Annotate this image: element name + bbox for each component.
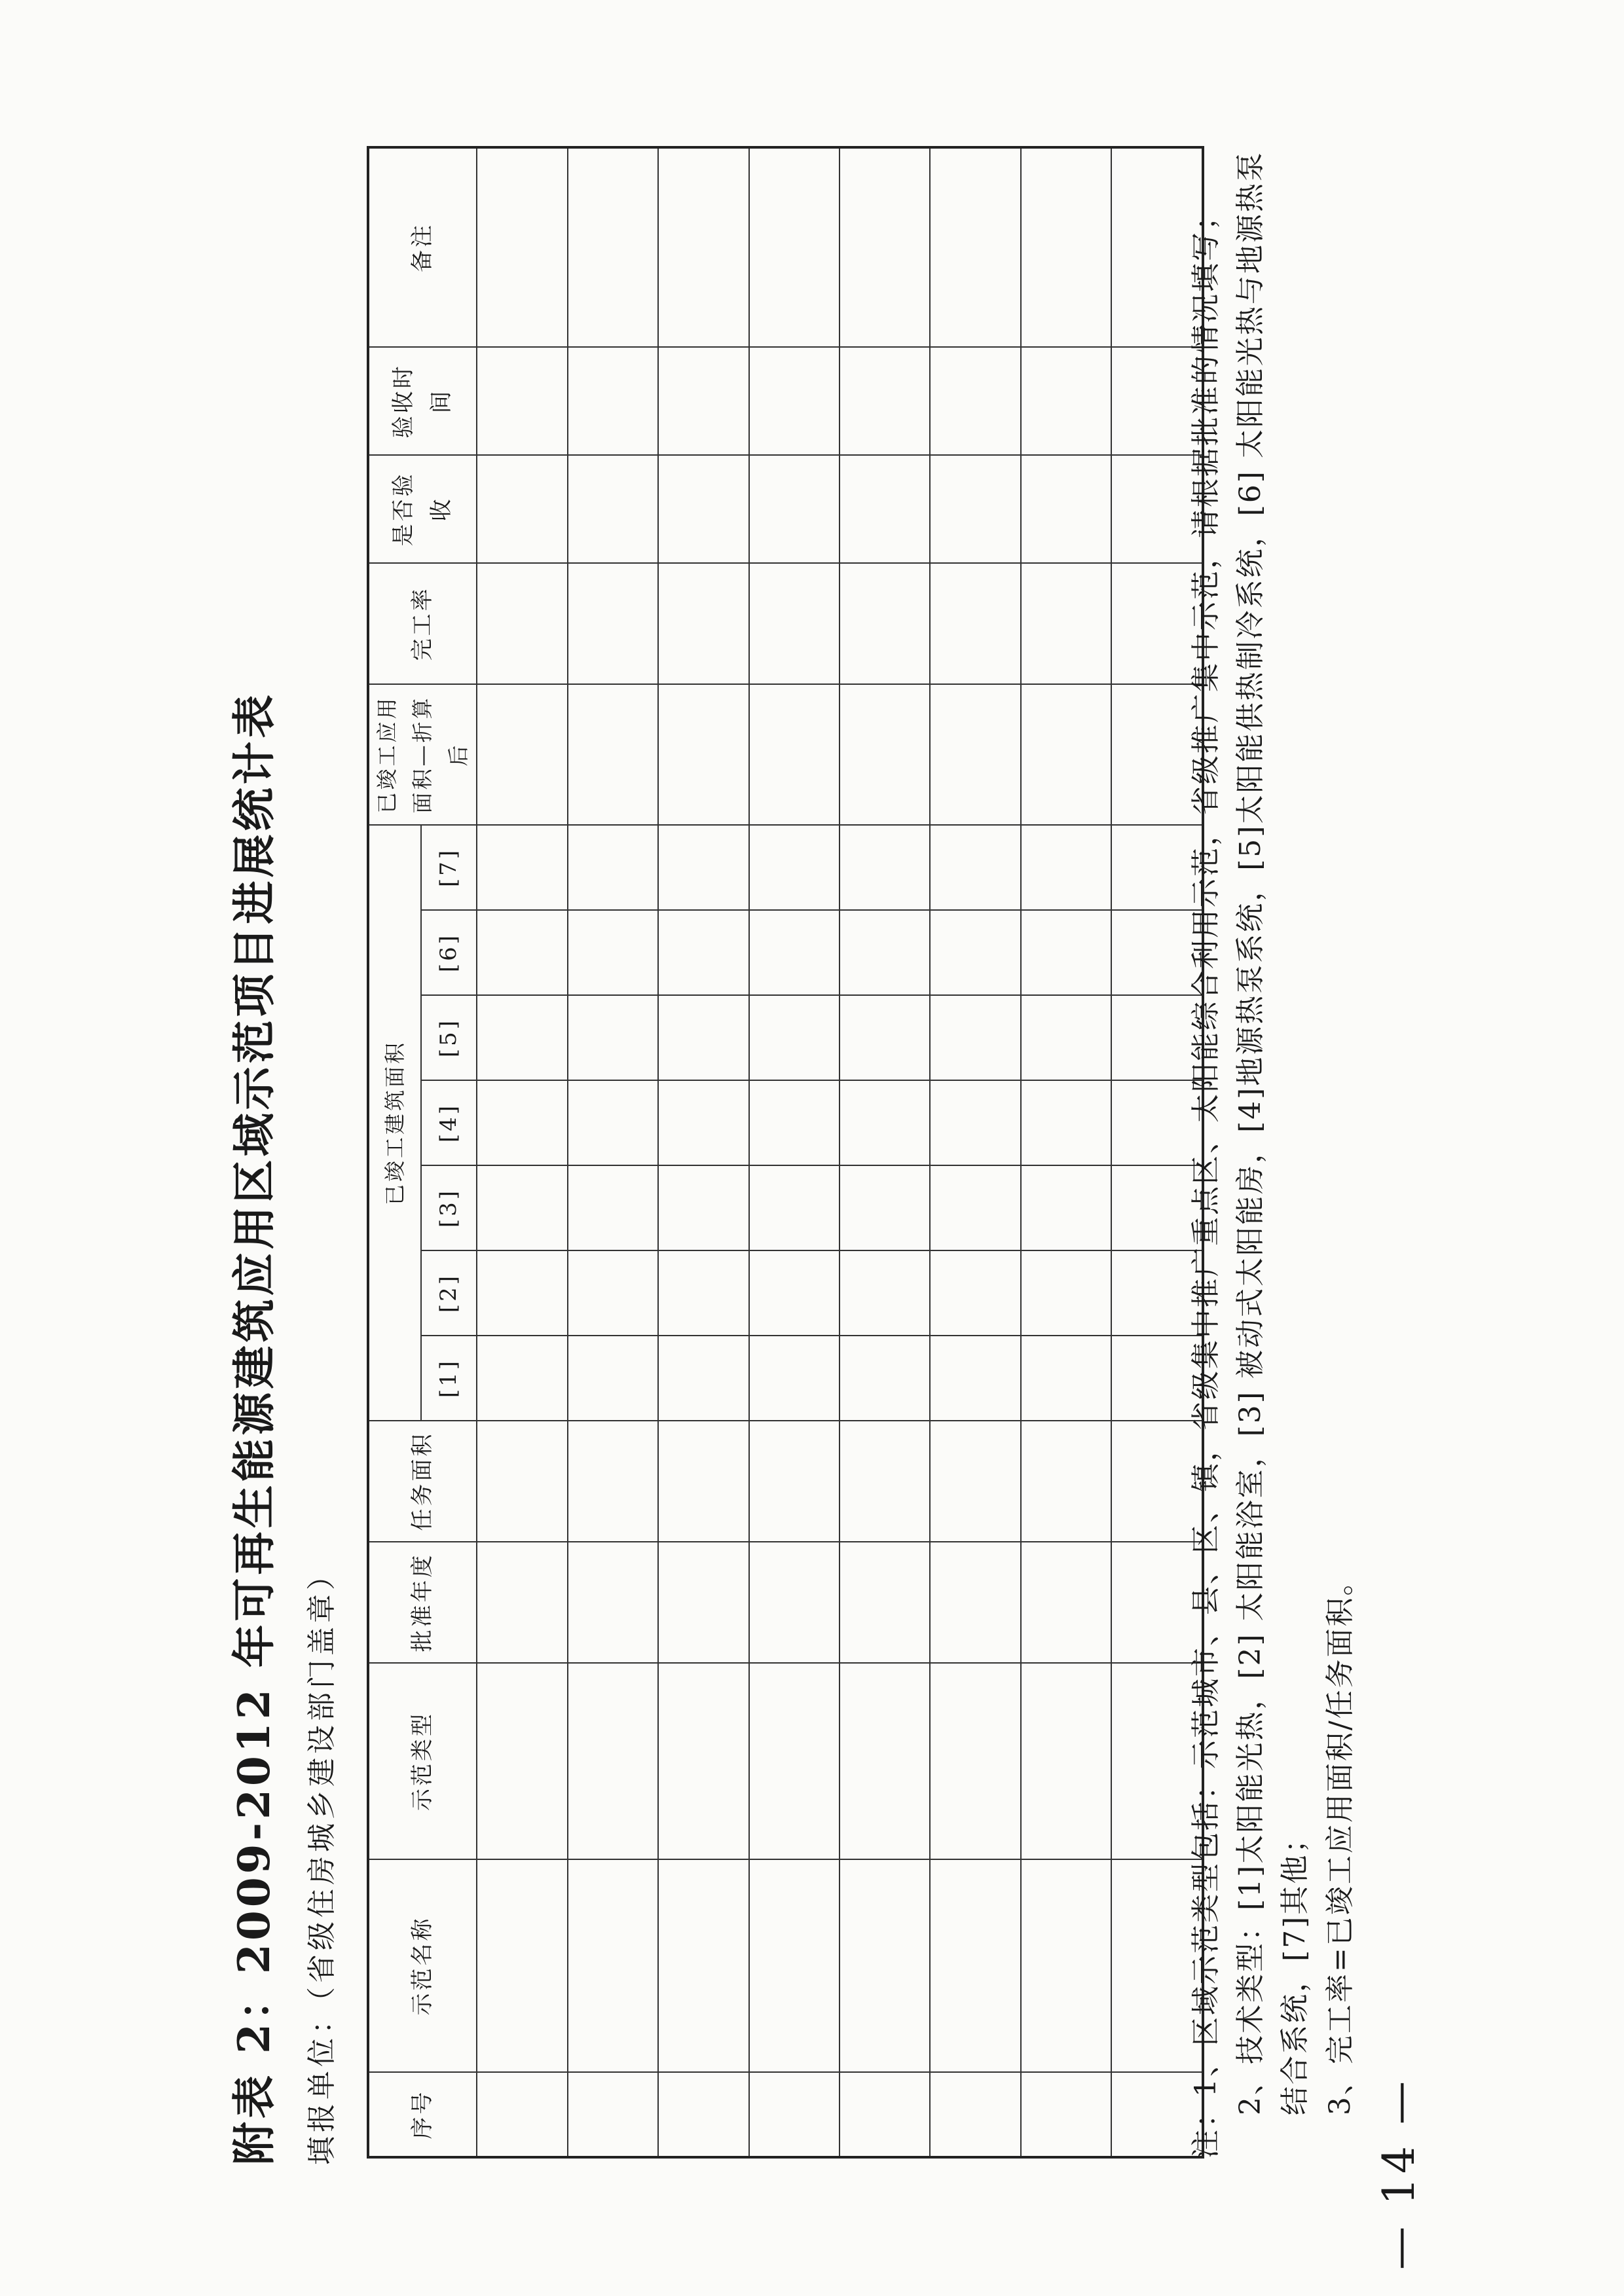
notes xyxy=(1184,142,1363,2159)
table-cell xyxy=(1021,563,1111,684)
table-cell xyxy=(840,147,930,347)
table-cell xyxy=(1021,1542,1111,1663)
table-cell xyxy=(1021,1859,1111,2072)
table-cell xyxy=(930,1250,1020,1336)
table-cell xyxy=(1021,1165,1111,1250)
table-row xyxy=(840,147,930,2157)
table-cell xyxy=(568,1663,658,1859)
table-cell xyxy=(840,1421,930,1542)
table-cell xyxy=(930,910,1020,995)
table-cell xyxy=(477,910,567,995)
table-cell xyxy=(749,684,840,825)
table-cell xyxy=(749,995,840,1080)
table-cell xyxy=(658,1421,748,1542)
table-cell xyxy=(658,910,748,995)
table-cell xyxy=(930,1336,1020,1421)
table-cell xyxy=(749,825,840,910)
table-cell xyxy=(477,1336,567,1421)
table-cell xyxy=(477,1080,567,1165)
header-tech-5: [5] xyxy=(421,995,477,1080)
table-cell xyxy=(749,910,840,995)
table-cell xyxy=(1021,347,1111,455)
table-cell xyxy=(930,147,1020,347)
table-row xyxy=(1021,147,1111,2157)
table-row xyxy=(477,147,567,2157)
table-cell xyxy=(568,347,658,455)
table-cell xyxy=(749,1421,840,1542)
table-cell xyxy=(477,995,567,1080)
table-cell xyxy=(840,825,930,910)
table-cell xyxy=(749,1663,840,1859)
table-cell xyxy=(840,2072,930,2157)
header-converted-area: 已竣工应用面积—折算后 xyxy=(368,684,477,825)
header-acceptance-time: 验收时间 xyxy=(368,347,477,455)
table-row xyxy=(658,147,748,2157)
fill-unit-label: 填报单位：（省级住房城乡建设部门盖章） xyxy=(305,1558,339,2165)
note-2: 2、技术类型：[1]太阳能光热，[2] 太阳能浴室，[3] 被动式太阳能房，[4]地源热泵系统，[5]太阳能供热制冷系统，[6] 太阳能光热与地源热泵结合系统，[7]其他； xyxy=(1234,151,1312,2115)
header-tech-3: [3] xyxy=(421,1165,477,1250)
table-cell xyxy=(840,1859,930,2072)
table-cell xyxy=(840,347,930,455)
table-cell xyxy=(749,347,840,455)
table-cell xyxy=(477,684,567,825)
table-cell xyxy=(1021,1663,1111,1859)
table-cell xyxy=(749,1080,840,1165)
table-cell xyxy=(749,2072,840,2157)
table-cell xyxy=(658,455,748,563)
table-cell xyxy=(749,1336,840,1421)
table-cell xyxy=(477,347,567,455)
table-cell xyxy=(1021,1421,1111,1542)
table-cell xyxy=(658,1663,748,1859)
table-cell xyxy=(568,2072,658,2157)
page-title: 附表 2：2009-2012 年可再生能源建筑应用区域示范项目进展统计表 xyxy=(229,691,280,2165)
table-cell xyxy=(930,684,1020,825)
table-cell xyxy=(1021,455,1111,563)
header-year: 批准年度 xyxy=(368,1542,477,1663)
table-cell xyxy=(477,1859,567,2072)
table-cell xyxy=(840,684,930,825)
page-number: — 14 — xyxy=(1374,2077,1424,2270)
header-type: 示范类型 xyxy=(368,1663,477,1859)
table-cell xyxy=(658,825,748,910)
table-cell xyxy=(568,563,658,684)
table-cell xyxy=(1021,910,1111,995)
table-cell xyxy=(840,1542,930,1663)
table-cell xyxy=(568,1859,658,2072)
table-cell xyxy=(477,825,567,910)
table-cell xyxy=(930,995,1020,1080)
table-cell xyxy=(658,1165,748,1250)
table-cell xyxy=(658,995,748,1080)
table-cell xyxy=(568,147,658,347)
table-cell xyxy=(749,147,840,347)
table-cell xyxy=(930,2072,1020,2157)
table-cell xyxy=(840,1336,930,1421)
table-cell xyxy=(477,1421,567,1542)
table-cell xyxy=(658,1859,748,2072)
table-cell xyxy=(568,1165,658,1250)
header-seq: 序号 xyxy=(368,2072,477,2157)
header-tech-2: [2] xyxy=(421,1250,477,1336)
table-body xyxy=(477,147,1203,2157)
header-accepted: 是否验收 xyxy=(368,455,477,563)
table-cell xyxy=(930,1663,1020,1859)
table-cell xyxy=(840,455,930,563)
table-cell xyxy=(930,1080,1020,1165)
table-cell xyxy=(930,1859,1020,2072)
table-cell xyxy=(930,563,1020,684)
table-cell xyxy=(1021,1080,1111,1165)
table-cell xyxy=(568,995,658,1080)
table-cell xyxy=(658,2072,748,2157)
header-tech-1: [1] xyxy=(421,1336,477,1421)
table-cell xyxy=(749,1542,840,1663)
table-cell xyxy=(658,147,748,347)
table-cell xyxy=(930,1542,1020,1663)
progress-statistics-table xyxy=(367,146,1204,2159)
table-cell xyxy=(658,347,748,455)
table-cell xyxy=(477,1165,567,1250)
table-cell xyxy=(477,455,567,563)
table-cell xyxy=(477,1542,567,1663)
table-cell xyxy=(930,1165,1020,1250)
table-cell xyxy=(658,563,748,684)
header-completion-rate: 完工率 xyxy=(368,563,477,684)
table-cell xyxy=(1021,1336,1111,1421)
table-cell xyxy=(1021,995,1111,1080)
table-cell xyxy=(658,1250,748,1336)
header-row-1 xyxy=(368,147,421,2157)
table-row xyxy=(930,147,1020,2157)
table-row xyxy=(749,147,840,2157)
table-cell xyxy=(568,1542,658,1663)
table-cell xyxy=(477,563,567,684)
table-cell xyxy=(658,684,748,825)
table-cell xyxy=(840,910,930,995)
table-cell xyxy=(1021,825,1111,910)
table-cell xyxy=(568,455,658,563)
table-cell xyxy=(568,1336,658,1421)
header-tech-6: [6] xyxy=(421,910,477,995)
table-cell xyxy=(930,1421,1020,1542)
table-cell xyxy=(1021,2072,1111,2157)
table-cell xyxy=(568,1421,658,1542)
table-cell xyxy=(477,1250,567,1336)
table-cell xyxy=(930,455,1020,563)
table-cell xyxy=(658,1336,748,1421)
table-cell xyxy=(840,563,930,684)
note-3: 3、完工率=已竣工应用面积/任务面积。 xyxy=(1323,1565,1357,2115)
table-cell xyxy=(749,455,840,563)
table-cell xyxy=(749,1859,840,2072)
table-cell xyxy=(840,1663,930,1859)
table-cell xyxy=(477,2072,567,2157)
header-remarks: 备注 xyxy=(368,147,477,347)
table-cell xyxy=(1021,147,1111,347)
table-cell xyxy=(840,1250,930,1336)
table-cell xyxy=(568,1250,658,1336)
table-cell xyxy=(568,1080,658,1165)
table-row xyxy=(568,147,658,2157)
table-cell xyxy=(1021,1250,1111,1336)
table-cell xyxy=(1021,684,1111,825)
table-cell xyxy=(568,910,658,995)
table-cell xyxy=(658,1080,748,1165)
header-name: 示范名称 xyxy=(368,1859,477,2072)
table-cell xyxy=(749,1165,840,1250)
table-cell xyxy=(930,347,1020,455)
header-task-area: 任务面积 xyxy=(368,1421,477,1542)
header-tech-4: [4] xyxy=(421,1080,477,1165)
table-cell xyxy=(477,1663,567,1859)
table-cell xyxy=(568,684,658,825)
table-cell xyxy=(930,825,1020,910)
table-cell xyxy=(658,1542,748,1663)
table-cell xyxy=(568,825,658,910)
header-completed-area: 已竣工建筑面积 xyxy=(368,825,421,1421)
note-1: 注：1、区域示范类型包括：示范城市、县、区、镇，省级集中推广重点区、太阳能综合利用示范，省级推广集中示范，请根据批准的情况填写； xyxy=(1189,200,1223,2159)
table-cell xyxy=(749,563,840,684)
header-tech-7: [7] xyxy=(421,825,477,910)
table-cell xyxy=(840,1080,930,1165)
table-cell xyxy=(840,1165,930,1250)
table-cell xyxy=(477,147,567,347)
table-cell xyxy=(840,995,930,1080)
table-cell xyxy=(749,1250,840,1336)
